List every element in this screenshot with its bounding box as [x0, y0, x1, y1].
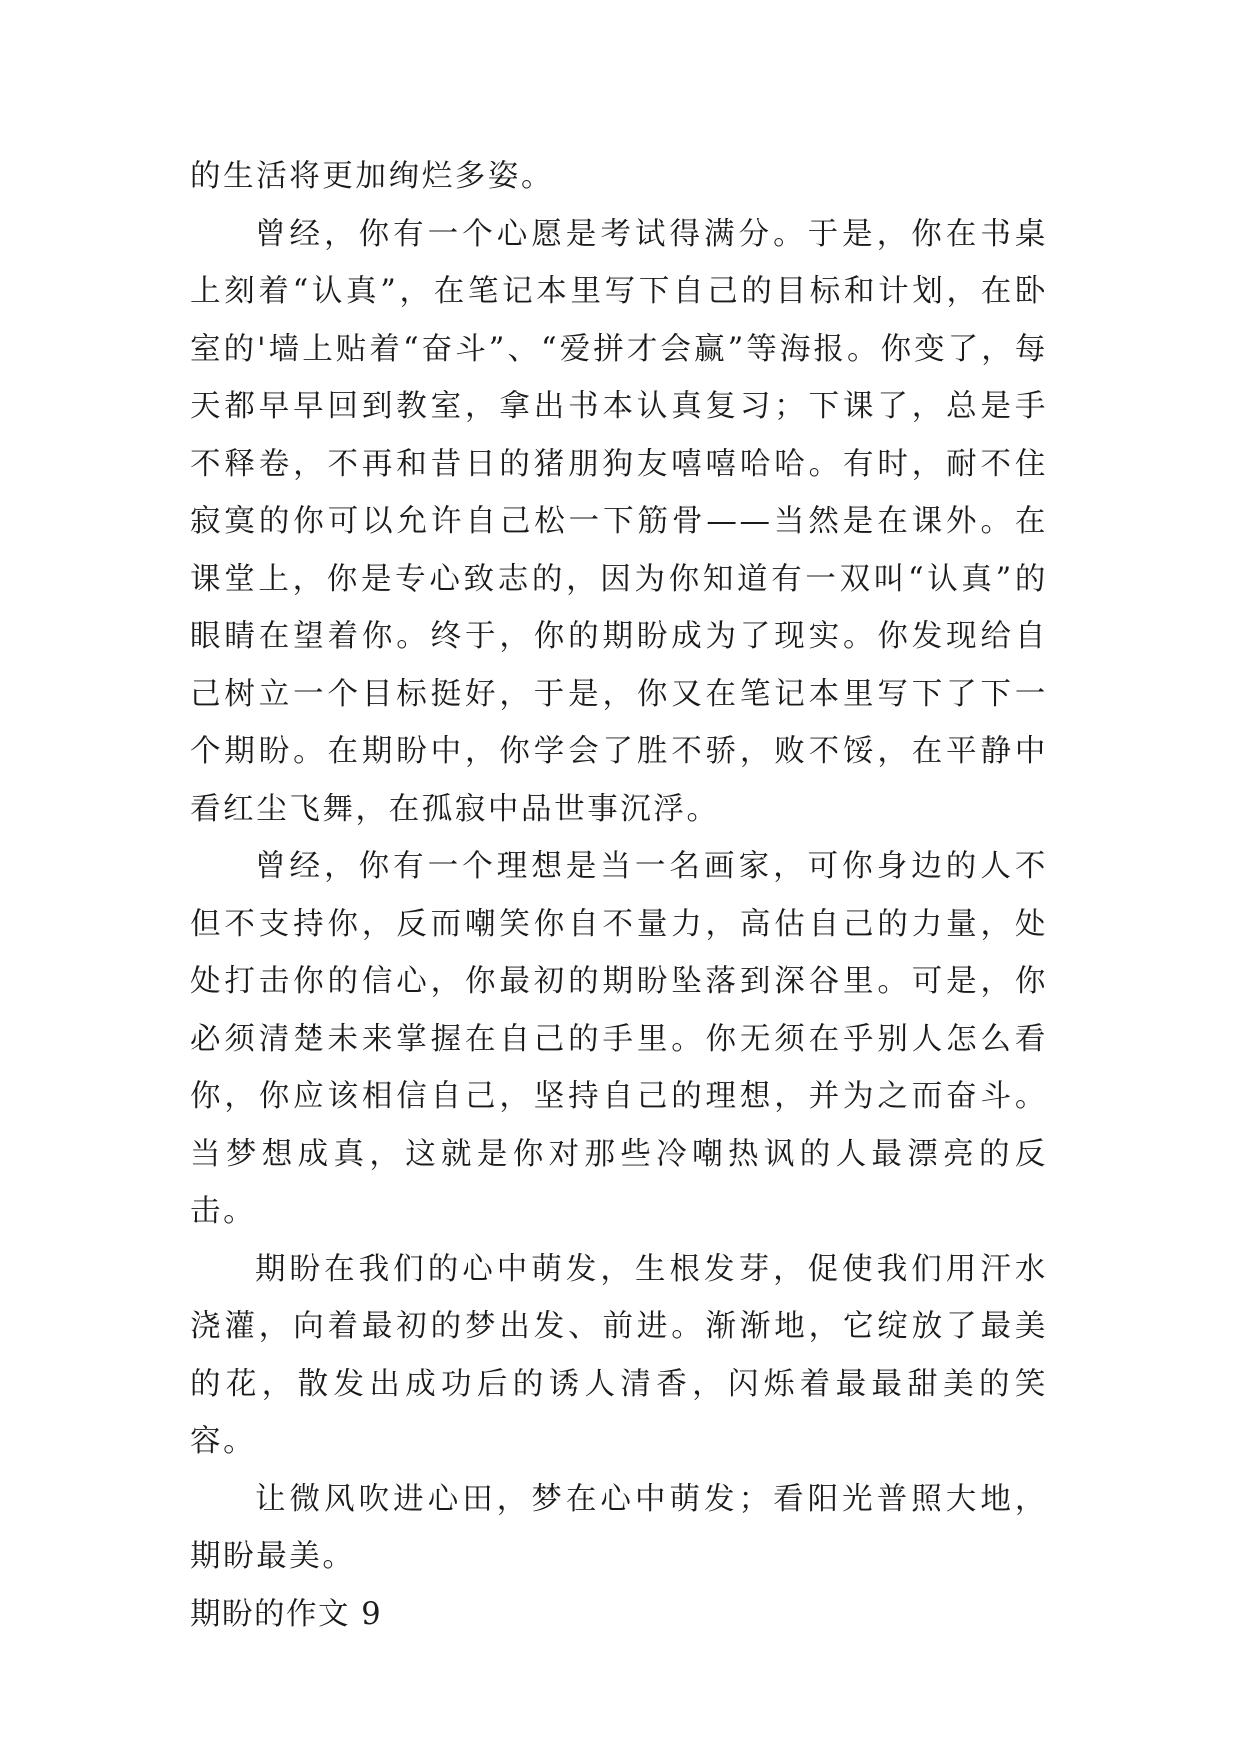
paragraph-hope-blossoms: 期盼在我们的心中萌发，生根发芽，促使我们用汗水浇灌，向着最初的梦出发、前进。渐渐地，它绽放了最美的花，散发出成功后的诱人清香，闪烁着最最甜美的笑容。	[190, 1251, 1048, 1459]
document-body	[190, 148, 1048, 1643]
paragraph-continuation: 的生活将更加绚烂多姿。	[190, 159, 555, 194]
paragraph-wish-full-marks: 曾经，你有一个心愿是考试得满分。于是，你在书桌上刻着“认真”，在笔记本里写下自己的目标和计划，在卧室的'墙上贴着“奋斗”、“爱拼才会赢”等海报。你变了，每天都早早回到教室，拿出书本认真复习；下课了，总是手不释卷，不再和昔日的猪朋狗友嘻嘻哈哈。有时，耐不住寂寞的你可以允许自己松一下筋骨——当然是在课外。在课堂上，你是专心致志的，因为你知道有一双叫“认真”的眼睛在望着你。终于，你的期盼成为了现实。你发现给自己树立一个目标挺好，于是，你又在笔记本里写下了下一个期盼。在期盼中，你学会了胜不骄，败不馁，在平静中看红尘飞舞，在孤寂中品世事沉浮。	[190, 216, 1048, 827]
paragraph-painter-dream: 曾经，你有一个理想是当一名画家，可你身边的人不但不支持你，反而嘲笑你自不量力，高估自己的力量，处处打击你的信心，你最初的期盼坠落到深谷里。可是，你必须清楚未来掌握在自己的手里。你无须在乎别人怎么看你，你应该相信自己，坚持自己的理想，并为之而奋斗。当梦想成真，这就是你对那些冷嘲热讽的人最漂亮的反击。	[190, 849, 1048, 1229]
section-heading: 期盼的作文 9	[190, 1596, 383, 1632]
paragraph-closing: 让微风吹进心田，梦在心中萌发；看阳光普照大地，期盼最美。	[190, 1481, 1048, 1574]
